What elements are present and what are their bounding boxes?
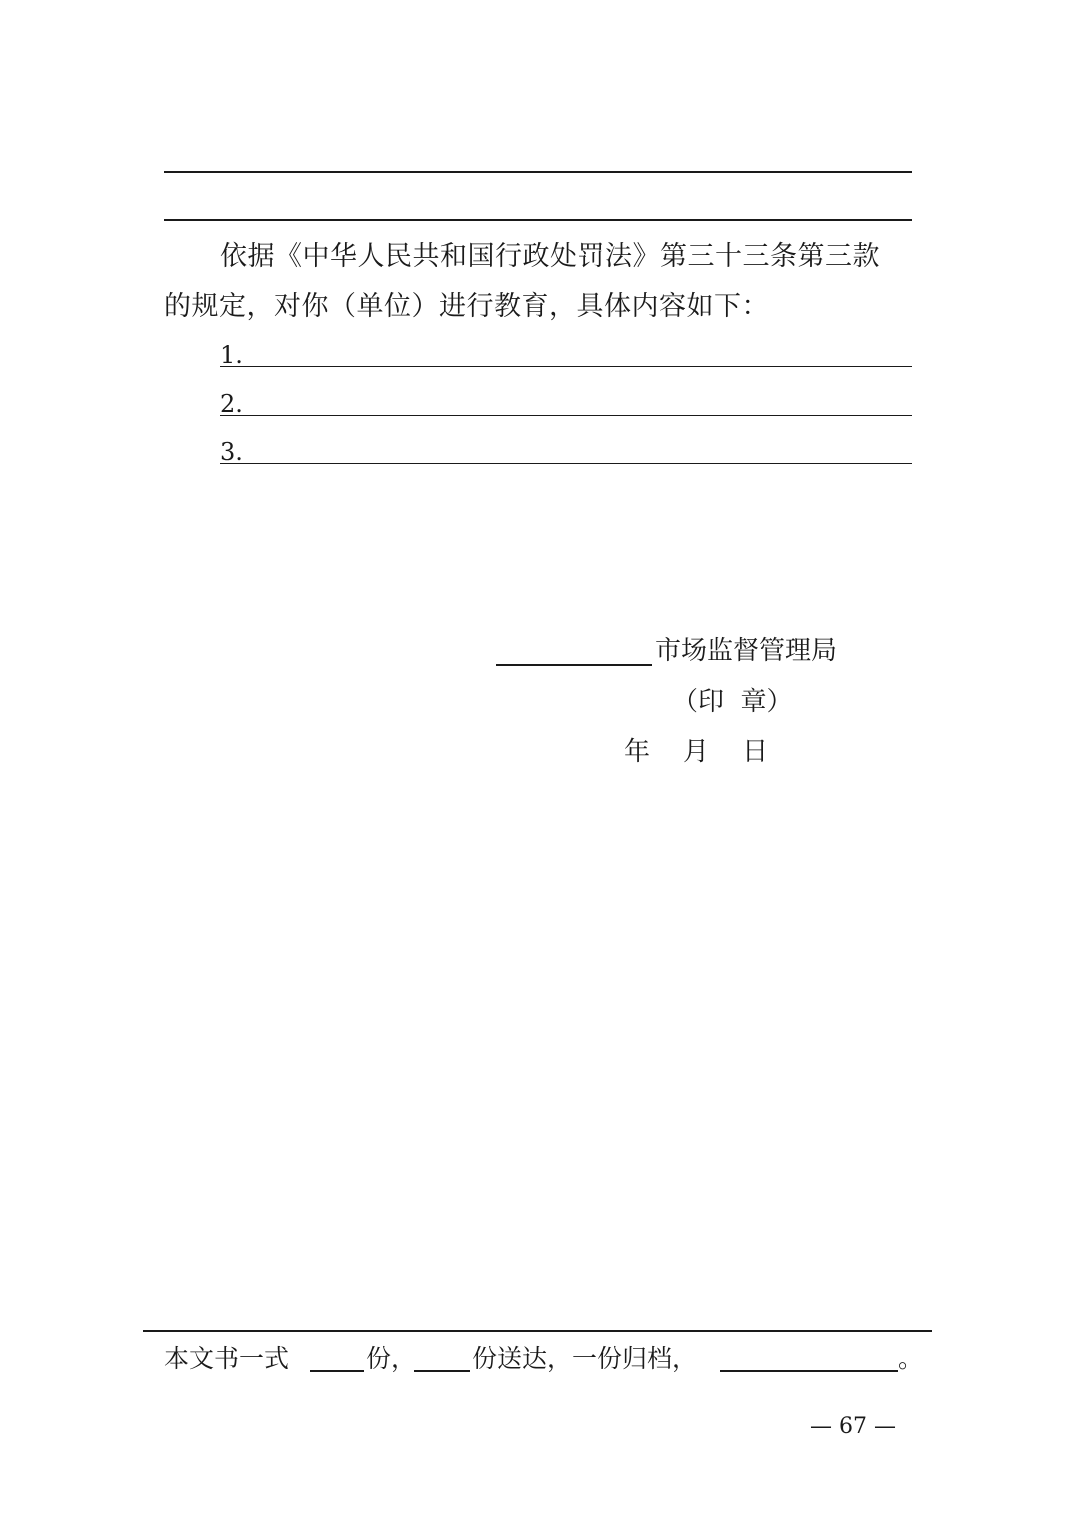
item-label-3: 3.	[220, 438, 243, 466]
top-blank-line-2	[164, 219, 912, 221]
paragraph-line-1: 依据《中华人民共和国行政处罚法》第三十三条第三款	[220, 241, 880, 272]
copies-end: 。	[898, 1344, 924, 1373]
item-blank-line-2	[220, 415, 912, 416]
copies-prefix: 本文书一式	[164, 1344, 290, 1373]
copies-total-blank	[310, 1370, 364, 1372]
item-blank-line-3	[220, 463, 912, 464]
date-label: 年 月 日	[624, 737, 769, 767]
top-blank-line-1	[164, 171, 912, 173]
item-label-2: 2.	[220, 390, 243, 418]
copies-mid-1: 份，	[366, 1344, 417, 1373]
footer-rule	[143, 1330, 932, 1332]
agency-suffix: 市场监督管理局	[655, 636, 838, 666]
item-label-1: 1.	[220, 341, 243, 369]
copies-mid-2: 份送达，一份归档，	[472, 1344, 698, 1373]
agency-name-blank	[496, 664, 652, 666]
seal-label: （印 章）	[672, 687, 793, 717]
copies-delivered-blank	[414, 1370, 470, 1372]
paragraph-line-2: 的规定，对你（单位）进行教育，具体内容如下：	[164, 291, 769, 322]
item-blank-line-1	[220, 366, 912, 367]
page-number: — 67 —	[810, 1414, 896, 1439]
copies-other-blank	[720, 1370, 898, 1372]
